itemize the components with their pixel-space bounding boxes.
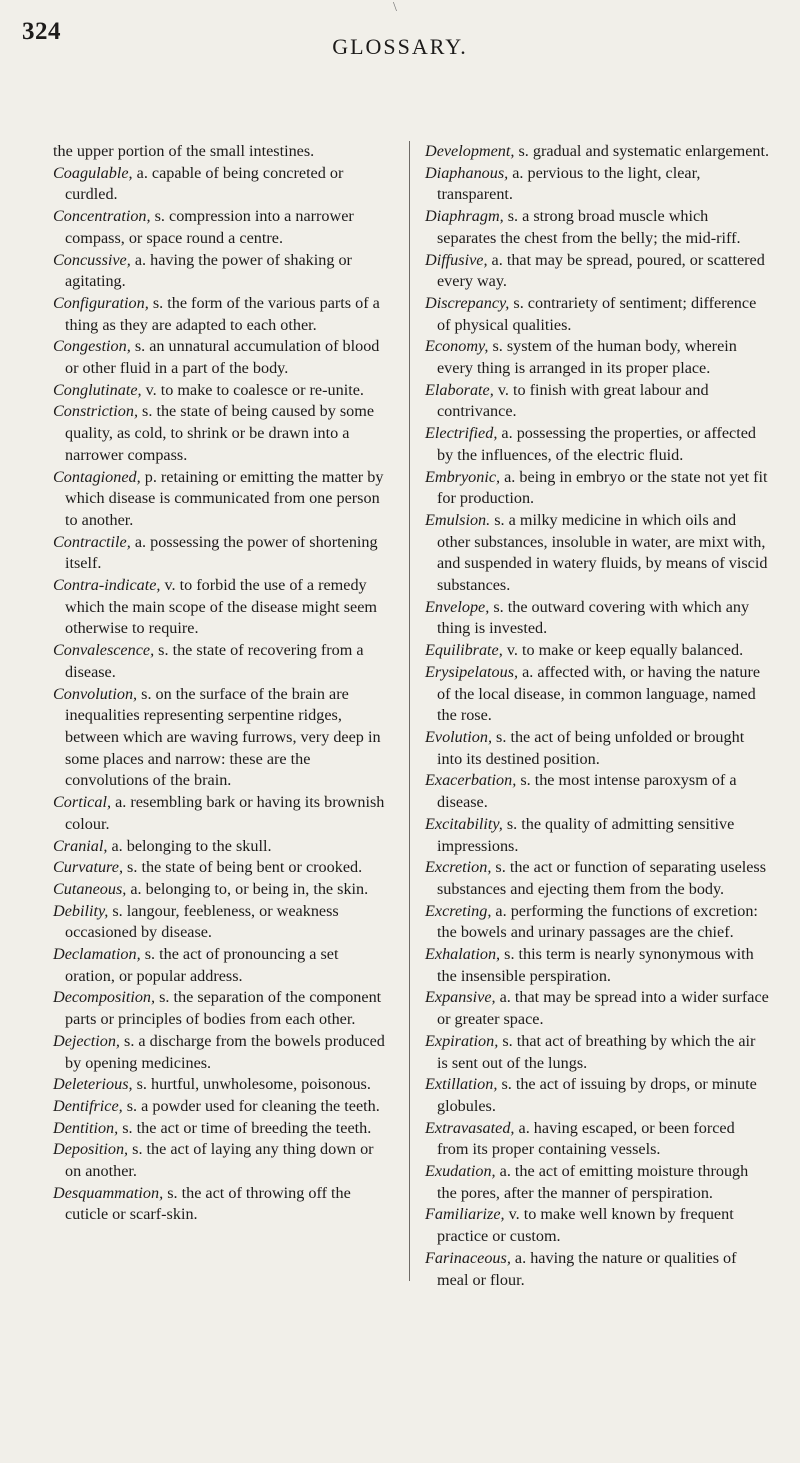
entry-definition: s. the state of recovering from a disease. — [65, 641, 364, 681]
entry-term: Deposition, — [53, 1140, 129, 1159]
entry-definition: a. pervious to the light, clear, transparent. — [437, 163, 701, 204]
entry-term: Evolution, — [425, 727, 492, 746]
glossary-entry — [53, 250, 391, 293]
glossary-entry — [425, 163, 770, 206]
entry-definition: s. on the surface of the brain are inequalities representing serpentine ridges, between which are waving furrows, very deep in some places and narrow: these are the convolutions of the brain. — [65, 684, 381, 790]
entry-term: Debility, — [53, 901, 109, 920]
entry-definition: s. the act of being unfolded or brought into its destined position. — [437, 727, 745, 768]
glossary-right-column — [425, 141, 770, 1291]
entry-definition: s. the act of issuing by drops, or minute globules. — [437, 1075, 757, 1115]
entry-term: Contagioned, — [53, 467, 141, 486]
glossary-entry — [53, 792, 391, 835]
entry-definition: a. resembling bark or having its brownish colour. — [65, 793, 385, 833]
entry-term: Decomposition, — [53, 988, 156, 1007]
entry-definition: s. gradual and systematic enlargement. — [518, 142, 770, 160]
entry-definition: a. capable of being concreted or curdled. — [65, 163, 344, 204]
entry-definition: s. an unnatural accumulation of blood or other fluid in a part of the body. — [65, 337, 380, 378]
entry-definition: s. the state of being bent or crooked. — [127, 858, 363, 877]
entry-definition: s. compression into a narrower compass, or space round a centre. — [65, 207, 354, 247]
entry-term: Exacerbation, — [425, 771, 517, 790]
glossary-entry — [425, 597, 770, 640]
entry-term: Deleterious, — [53, 1075, 133, 1094]
entry-term: Contra-indicate, — [53, 576, 161, 595]
entry-term: Convalescence, — [53, 641, 155, 660]
glossary-entry — [53, 857, 391, 879]
entry-term: Congestion, — [53, 337, 131, 356]
glossary-entry — [425, 1118, 770, 1161]
entry-term: Discrepancy, — [425, 293, 510, 312]
entry-term: Dentition, — [53, 1118, 119, 1137]
entry-definition: v. to make well known by frequent practice or custom. — [437, 1205, 734, 1246]
glossary-entry — [53, 1183, 391, 1226]
glossary-entry — [425, 336, 770, 379]
entry-definition: s. contrariety of sentiment; difference of physical qualities. — [437, 293, 757, 334]
glossary-entry — [53, 1118, 391, 1140]
entry-definition: v. to make to coalesce or re-unite. — [145, 380, 364, 399]
glossary-entry — [425, 1161, 770, 1204]
entry-term: Excreting, — [425, 901, 492, 920]
entry-term: Embryonic, — [425, 467, 501, 486]
entry-definition: a. having the power of shaking or agitating. — [65, 250, 352, 291]
entry-term: Expiration, — [425, 1031, 499, 1050]
entry-term: Dejection, — [53, 1031, 120, 1050]
entry-definition: v. to make or keep equally balanced. — [506, 641, 744, 660]
entry-term: Desquammation, — [53, 1183, 164, 1202]
glossary-entry — [53, 901, 391, 944]
glossary-entry — [53, 141, 391, 163]
entry-definition: s. a powder used for cleaning the teeth. — [126, 1096, 380, 1115]
glossary-entry — [425, 640, 770, 662]
entry-definition: s. a strong broad muscle which separates the chest from the belly; the mid-riff. — [437, 207, 741, 247]
glossary-left-column — [53, 141, 391, 1226]
column-divider — [409, 141, 410, 1281]
glossary-entry — [53, 1074, 391, 1096]
glossary-entry — [53, 163, 391, 206]
glossary-entry — [425, 857, 770, 900]
entry-definition: p. retaining or emitting the matter by which disease is communicated from one person to another. — [65, 467, 384, 529]
entry-term: Envelope, — [425, 597, 490, 616]
glossary-entry — [53, 532, 391, 575]
entry-term: Coagulable, — [53, 163, 133, 182]
entry-definition: a. possessing the power of shortening itself. — [65, 532, 378, 573]
entry-definition: s. a discharge from the bowels produced by opening medicines. — [65, 1031, 385, 1072]
glossary-entry — [425, 770, 770, 813]
entry-term: Excitability, — [425, 814, 503, 833]
entry-term: Extillation, — [425, 1075, 498, 1094]
running-head: GLOSSARY. — [332, 34, 468, 59]
glossary-entry — [425, 1074, 770, 1117]
glossary-entry — [425, 987, 770, 1030]
entry-definition: s. the act of laying any thing down or on another. — [65, 1140, 374, 1181]
entry-term: Exudation, — [425, 1162, 496, 1181]
glossary-entry — [425, 662, 770, 727]
entry-term: Cortical, — [53, 793, 112, 812]
entry-term: Extravasated, — [425, 1118, 515, 1137]
entry-term: Emulsion. — [425, 510, 491, 529]
entry-term: Farinaceous, — [425, 1248, 511, 1267]
glossary-entry — [53, 206, 391, 249]
glossary-entry — [53, 467, 391, 532]
entry-term: Economy, — [425, 337, 489, 356]
glossary-entry — [53, 1096, 391, 1118]
entry-term: Expansive, — [425, 988, 496, 1007]
entry-definition: a. that may be spread, poured, or scattered every way. — [437, 250, 765, 291]
entry-term: Familiarize, — [425, 1205, 505, 1224]
glossary-entry — [425, 814, 770, 857]
glossary-entry — [53, 944, 391, 987]
entry-term: Contractile, — [53, 532, 131, 551]
glossary-entry — [53, 336, 391, 379]
entry-definition: s. a milky medicine in which oils and other substances, insoluble in water, are mixt with, and suspended in watery fluids, by means of viscid substances. — [437, 510, 768, 595]
entry-term: Excretion, — [425, 858, 492, 877]
entry-definition: s. the form of the various parts of a thing as they are adapted to each other. — [65, 293, 380, 334]
entry-term: Cranial, — [53, 836, 108, 855]
entry-term: Conglutinate, — [53, 380, 142, 399]
glossary-entry — [425, 141, 770, 163]
entry-term: Erysipelatous, — [425, 662, 519, 681]
entry-term: Elaborate, — [425, 380, 494, 399]
entry-definition: a. performing the functions of excretion: the bowels and urinary passages are the chief. — [437, 901, 758, 942]
glossary-entry — [425, 250, 770, 293]
glossary-entry — [53, 1031, 391, 1074]
entry-definition: s. the act or function of separating useless substances and ejecting them from the body. — [437, 858, 767, 898]
entry-definition: s. this term is nearly synonymous with the insensible perspiration. — [437, 945, 754, 985]
glossary-entry — [53, 684, 391, 793]
entry-term: Dentifrice, — [53, 1096, 123, 1115]
entry-term: Declamation, — [53, 945, 141, 964]
glossary-entry — [425, 293, 770, 336]
glossary-entry — [425, 1031, 770, 1074]
entry-term: Concussive, — [53, 250, 131, 269]
entry-definition: v. to finish with great labour and contrivance. — [437, 380, 709, 421]
entry-definition: s. the most intense paroxysm of a disease. — [437, 771, 737, 812]
glossary-entry — [53, 401, 391, 466]
glossary-entry — [53, 293, 391, 336]
glossary-entry — [425, 467, 770, 510]
glossary-entry — [425, 901, 770, 944]
page-number: 324 — [22, 18, 61, 45]
entry-definition: s. system of the human body, wherein every thing is arranged in its proper place. — [437, 337, 737, 378]
entry-term: Concentration, — [53, 207, 151, 226]
entry-definition: a. having the nature or qualities of meal or flour. — [437, 1248, 737, 1289]
glossary-entry — [53, 987, 391, 1030]
entry-term: Configuration, — [53, 293, 149, 312]
entry-definition: a. having escaped, or been forced from its proper containing vessels. — [437, 1118, 735, 1159]
entry-definition: a. that may be spread into a wider surface or greater space. — [437, 988, 769, 1029]
entry-term: Diaphanous, — [425, 163, 509, 182]
glossary-entry — [425, 944, 770, 987]
entry-definition: s. the act of throwing off the cuticle or scarf-skin. — [65, 1183, 351, 1224]
entry-definition: s. hurtful, unwholesome, poisonous. — [136, 1075, 371, 1094]
entry-term: Diaphragm, — [425, 207, 504, 226]
glossary-entry — [425, 206, 770, 249]
glossary-entry — [53, 640, 391, 683]
stray-mark: \ — [393, 0, 397, 15]
glossary-entry — [53, 1139, 391, 1182]
entry-term: Exhalation, — [425, 945, 501, 964]
entry-definition: s. the separation of the component parts or principles of bodies from each other. — [65, 988, 382, 1029]
entry-definition: the upper portion of the small intestines. — [53, 142, 315, 160]
glossary-entry — [53, 879, 391, 901]
entry-definition: a. the act of emitting moisture through the pores, after the manner of perspiration. — [437, 1162, 749, 1202]
entry-definition: v. to forbid the use of a remedy which the main scope of the disease might seem otherwise to require. — [65, 576, 377, 638]
entry-term: Convolution, — [53, 684, 138, 703]
entry-term: Constriction, — [53, 402, 138, 421]
entry-term: Curvature, — [53, 858, 123, 877]
entry-definition: s. langour, feebleness, or weakness occasioned by disease. — [65, 901, 339, 942]
entry-term: Diffusive, — [425, 250, 488, 269]
entry-definition: s. the state of being caused by some quality, as cold, to shrink or be drawn into a narrower compass. — [65, 402, 375, 464]
entry-term: Cutaneous, — [53, 879, 127, 898]
entry-term: Electrified, — [425, 424, 498, 443]
glossary-entry — [425, 380, 770, 423]
entry-definition: s. the outward covering with which any thing is invested. — [437, 597, 750, 638]
entry-definition: s. that act of breathing by which the air is sent out of the lungs. — [437, 1031, 756, 1072]
glossary-entry — [425, 1204, 770, 1247]
entry-term: Development, — [425, 142, 515, 160]
glossary-entry — [425, 727, 770, 770]
entry-definition: a. possessing the properties, or affected by the influences, of the electric fluid. — [437, 424, 756, 464]
glossary-entry — [425, 423, 770, 466]
glossary-entry — [425, 1248, 770, 1291]
entry-definition: a. affected with, or having the nature of the local disease, in common language, named the rose. — [437, 662, 761, 725]
entry-term: Equilibrate, — [425, 641, 503, 660]
entry-definition: s. the act of pronouncing a set oration, or popular address. — [65, 945, 339, 985]
entry-definition: a. belonging to the skull. — [111, 836, 272, 855]
glossary-entry — [53, 380, 391, 402]
glossary-entry — [425, 510, 770, 597]
entry-definition: s. the quality of admitting sensitive impressions. — [437, 814, 735, 855]
entry-definition: a. being in embryo or the state not yet fit for production. — [437, 467, 768, 508]
entry-definition: s. the act or time of breeding the teeth. — [122, 1118, 372, 1137]
glossary-entry — [53, 836, 391, 858]
entry-definition: a. belonging to, or being in, the skin. — [130, 879, 369, 898]
glossary-entry — [53, 575, 391, 640]
